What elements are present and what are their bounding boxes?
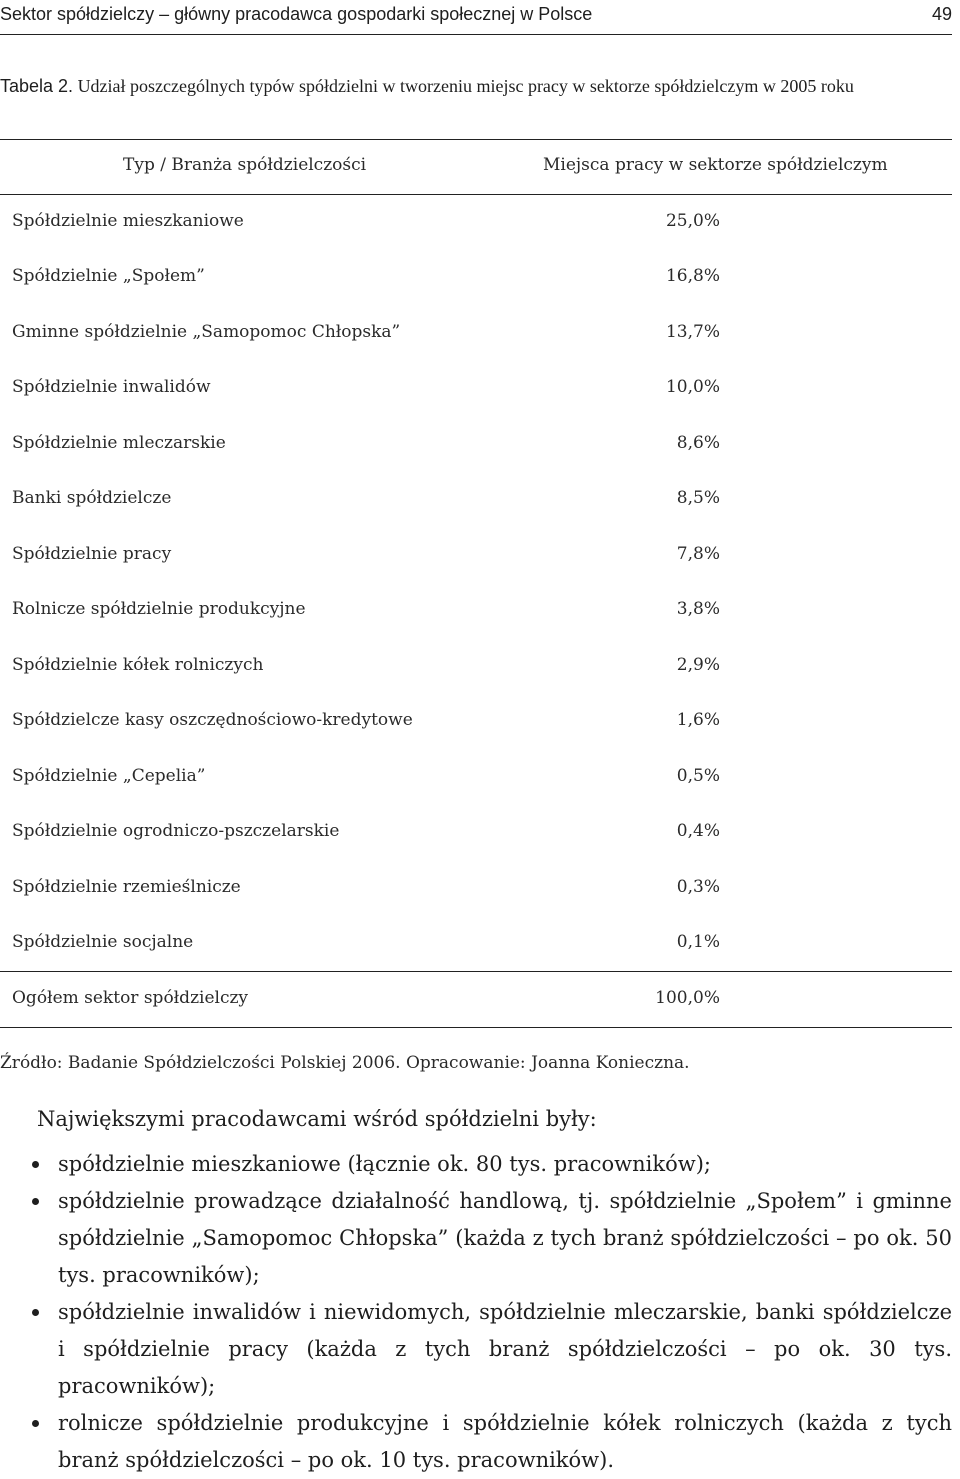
list-item [0, 1405, 952, 1479]
row-jobs-share: 0,4% [676, 821, 720, 841]
row-jobs-share: 25,0% [665, 211, 720, 231]
table-row [0, 766, 952, 796]
table-bottom-rule [0, 1027, 952, 1028]
row-type-name: Spółdzielnie pracy [12, 544, 172, 564]
row-jobs-share: 10,0% [665, 377, 720, 397]
column-header-type: Typ / Branża spółdzielczości [123, 155, 367, 175]
total-name: Ogółem sektor spółdzielczy [12, 988, 249, 1008]
table-row [0, 655, 952, 685]
list-item [0, 1146, 952, 1183]
table-row [0, 488, 952, 518]
row-type-name: Spółdzielnie mieszkaniowe [12, 211, 244, 231]
row-type-name: Spółdzielnie inwalidów [12, 377, 211, 397]
table-row [0, 877, 952, 907]
column-header-jobs: Miejsca pracy w sektorze spółdzielczym [543, 155, 888, 175]
table-total-row [0, 988, 952, 1018]
row-type-name: Rolnicze spółdzielnie produkcyjne [12, 599, 306, 619]
employers-bullet-list [0, 1146, 952, 1479]
body-intro-paragraph: Największymi pracodawcami wśród spółdzielni były: [37, 1107, 597, 1131]
table-row [0, 544, 952, 574]
row-type-name: Spółdzielnie „Cepelia” [12, 766, 206, 786]
bullet-icon [32, 1420, 39, 1427]
table-row [0, 433, 952, 463]
row-type-name: Spółdzielnie rzemieślnicze [12, 877, 241, 897]
row-jobs-share: 0,1% [676, 932, 720, 952]
table-label: Tabela 2. [0, 76, 74, 96]
table-row [0, 322, 952, 352]
table-row [0, 266, 952, 296]
row-jobs-share: 13,7% [665, 322, 720, 342]
row-type-name: Spółdzielnie „Społem” [12, 266, 205, 286]
table-row [0, 821, 952, 851]
row-jobs-share: 0,5% [676, 766, 720, 786]
bullet-icon [32, 1309, 39, 1316]
row-type-name: Spółdzielnie ogrodniczo-pszczelarskie [12, 821, 340, 841]
page-number: 49 [931, 4, 952, 24]
row-jobs-share: 7,8% [676, 544, 720, 564]
row-jobs-share: 2,9% [676, 655, 720, 675]
list-item-text: rolnicze spółdzielnie produkcyjne i spółdzielnie kółek rolniczych (każda z tych branż spółdzielczości – po ok. 10 tys. pracowników). [58, 1411, 952, 1472]
bullet-icon [32, 1161, 39, 1168]
row-jobs-share: 16,8% [665, 266, 720, 286]
row-type-name: Spółdzielnie kółek rolniczych [12, 655, 264, 675]
list-item-text: spółdzielnie mieszkaniowe (łącznie ok. 80 tys. pracowników); [58, 1152, 711, 1176]
table-source-note: Źródło: Badanie Spółdzielczości Polskiej 2006. Opracowanie: Joanna Konieczna. [0, 1053, 690, 1073]
table-row [0, 932, 952, 962]
row-type-name: Spółdzielcze kasy oszczędnościowo-kredytowe [12, 710, 413, 730]
row-jobs-share: 8,6% [676, 433, 720, 453]
table-row [0, 211, 952, 241]
table-caption-text: Udział poszczególnych typów spółdzielni w tworzeniu miejsc pracy w sektorze spółdzielczym w 2005 roku [77, 76, 854, 96]
row-jobs-share: 8,5% [676, 488, 720, 508]
row-jobs-share: 3,8% [676, 599, 720, 619]
row-type-name: Spółdzielnie socjalne [12, 932, 194, 952]
row-jobs-share: 0,3% [676, 877, 720, 897]
list-item [0, 1183, 952, 1294]
table-row [0, 599, 952, 629]
bullet-icon [32, 1198, 39, 1205]
row-type-name: Gminne spółdzielnie „Samopomoc Chłopska” [12, 322, 401, 342]
list-item-text: spółdzielnie prowadzące działalność handlową, tj. spółdzielnie „Społem” i gminne spółdzielnie „Samopomoc Chłopska” (każda z tych branż spółdzielczości – po ok. 50 tys. pracowników); [58, 1189, 952, 1287]
table-row [0, 710, 952, 740]
table-row [0, 377, 952, 407]
list-item-text: spółdzielnie inwalidów i niewidomych, spółdzielnie mleczarskie, banki spółdzielcze i spółdzielnie pracy (każda z tych branż spółdzielczości – po ok. 30 tys. pracowników); [58, 1300, 952, 1398]
row-jobs-share: 1,6% [676, 710, 720, 730]
row-type-name: Spółdzielnie mleczarskie [12, 433, 226, 453]
table-caption [0, 72, 952, 100]
table-header-rule [0, 194, 952, 195]
total-value: 100,0% [655, 988, 720, 1008]
running-head-title: Sektor spółdzielczy – główny pracodawca gospodarki społecznej w Polsce [0, 4, 593, 24]
table-top-rule [0, 139, 952, 140]
running-head [0, 0, 952, 35]
list-item [0, 1294, 952, 1405]
table-total-rule [0, 971, 952, 972]
row-type-name: Banki spółdzielcze [12, 488, 172, 508]
